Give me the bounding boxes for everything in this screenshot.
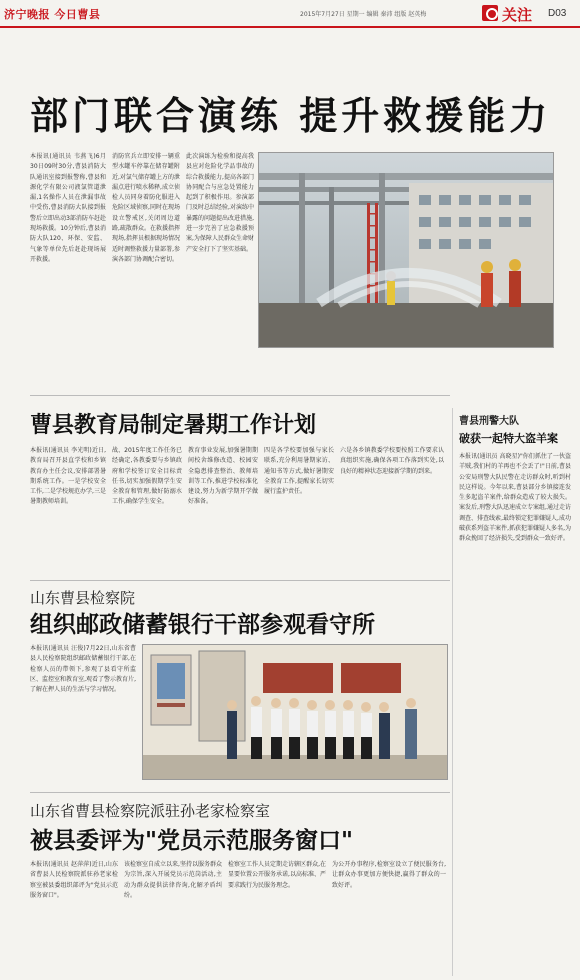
article2-col4: 四是各学校要加强与家长联系,充分利用暑期家访、通知书等方式,做好暑期安全教育工作,提醒家长切实履行监护责任。	[264, 447, 334, 496]
article4-col1: 本报讯(通讯员 赵萍萍)近日,山东省曹县人民检察院派驻孙老家检察室被县委组织部评为"党员示范服务窗口"。	[30, 861, 118, 899]
page-number: D03	[548, 8, 567, 19]
sidebar-kicker: 曹县刑警大队	[459, 416, 519, 427]
visit-photo-illustration	[143, 645, 448, 780]
article2-col3: 教育事业发展,加强暑期期间校舍维修改造、校园安全隐患排查整治、教师培训等工作,推进学校标准化建设,努力为新学期开学做好准备。	[188, 447, 258, 506]
divider	[30, 580, 450, 581]
article4-col4: 为公开办事程序,检察室设立了便民服务台,让群众办事更加方便快捷,赢得了群众的一致好评。	[332, 861, 446, 889]
section-title: 关注	[502, 6, 533, 24]
article3-kicker: 山东曹县检察院	[30, 589, 136, 607]
article2-col2: 战、2015年度工作任务已经确定,各教委要与乡镇政府和学校签订安全目标责任书,切实加强假期学生安全教育和管理,做好防溺水工作,确保学生安全。	[112, 447, 182, 506]
visit-photo	[142, 644, 448, 780]
article1-col2: 消防官兵立即安排一辆重型水罐车停靠在储存罐附近,对氯气储存罐上方的泄漏点进行喷水稀释,成立侦检人员同身着防化服进入危险区域侦察,同时在现场设立警戒区,关闭周边道路,疏散群众。在救援指挥现场,指挥员根据现场情况适时调整救援力量部署,参演各部门协调配合密切。	[112, 153, 180, 263]
sidebar-story	[452, 408, 574, 976]
divider	[30, 792, 450, 793]
newspaper-logo: 济宁晚报 今日曹县	[4, 8, 101, 21]
drill-photo	[258, 152, 554, 348]
article4-col3: 检察室工作人员定期走访辖区群众,在显要位置公开服务承诺,以高标准、严要求践行为民服务理念。	[228, 861, 326, 889]
article2-headline: 曹县教育局制定暑期工作计划	[30, 413, 317, 438]
article3-headline: 组织邮政储蓄银行干部参观看守所	[30, 612, 375, 638]
sidebar-text: 本报讯(通讯员 高晓星)"你们抓住了一伙盗羊贼,我们村的羊再也不会丢了!"日前,曹县公安局刑警大队民警在走访群众时,听到村民这样说。今年以来,曹县部分乡镇接连发生多起盗羊案件,给群众造成了较大损失。案发后,刑警大队迅速成立专案组,通过走访调查、排查线索,最终锁定犯罪嫌疑人,成功破获系列盗羊案件,抓获犯罪嫌疑人多名,为群众挽回了经济损失,受到群众一致好评。	[459, 453, 571, 543]
article1-headline: 部门联合演练 提升救援能力	[30, 94, 552, 138]
article3-col1: 本报讯(通讯员 汪俊)7月22日,山东省曹县人民检察院组织邮政储蓄银行干部,在检察人员的带领下,参观了县看守所监区、监控室和教育室,观看了警示教育片,了解在押人员的生活与学习情况。	[30, 645, 136, 694]
article4-col2: 该检察室自成立以来,坚持以服务群众为宗旨,深入开展党员示范岗活动,主动为群众提供法律咨询,化解矛盾纠纷。	[124, 861, 222, 899]
masthead	[0, 0, 580, 28]
section-flag-icon	[482, 5, 498, 21]
article1-photo-side-text	[258, 352, 554, 382]
article2-col5: 六是各乡镇教委学校要按照工作要求认真组织实施,确保各项工作落到实处,以良好的精神状态迎接新学期的到来。	[340, 447, 444, 475]
drill-photo-illustration	[259, 153, 554, 348]
article2-col1: 本报讯(通讯员 李光明)近日,教育局召开县直学校和乡镇教育办主任会议,安排部署暑期系统工作。一是学校安全工作,二是学校规范办学,三是暑期教师培训。	[30, 447, 106, 506]
article1-col3: 此次演练为检验和提高我县应对危险化学品事故的综合救援能力,提高各部门协同配合与应急处置能力起到了积极作用。参演部门及时总结经验,对演练中暴露的问题提出改进措施,进一步完善了应急救援预案,为保障人民群众生命财产安全打下了坚实基础。	[186, 153, 254, 253]
article4-headline: 被县委评为"党员示范服务窗口"	[30, 828, 353, 854]
article1-col1: 本报讯(通讯员 韦燕飞)6月30日09时30分,曹县消防大队通讯室接到报警称,曹县和源化学有限公司液氯管道泄漏,1名操作人员在泄漏事故中受伤,曹县消防大队接到报警后立即出动3部消防车赶赴现场救援。10分钟后,曹县消防大队120、环保、安监、气象等单位先后赶赴现场展开救援。	[30, 153, 106, 263]
article4-kicker: 山东省曹县检察院派驻孙老家检察室	[30, 802, 271, 820]
divider	[30, 395, 450, 396]
issue-meta: 2015年7月27日 星期一 编辑 秦沛 组版 赵英梅	[300, 11, 427, 18]
sidebar-headline: 破获一起特大盗羊案	[459, 432, 558, 445]
